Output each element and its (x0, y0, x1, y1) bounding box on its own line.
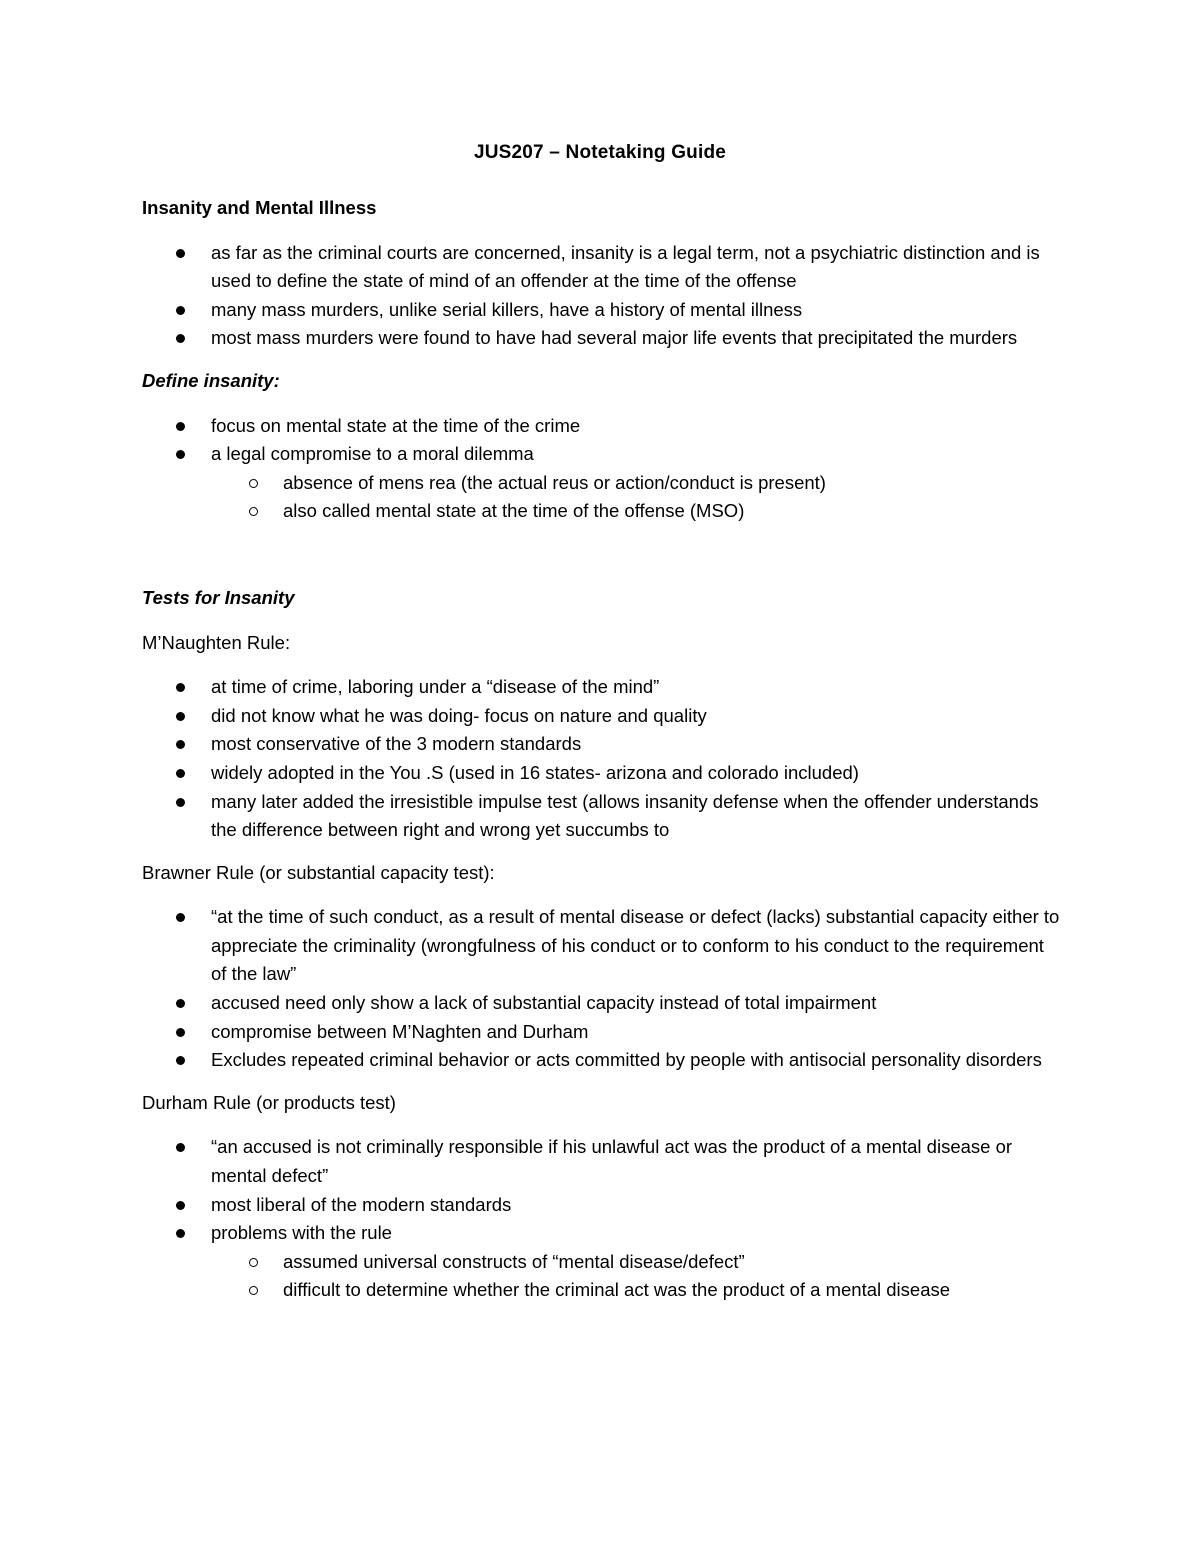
define-insanity-list (142, 412, 1062, 526)
list-item: as far as the criminal courts are concerned, insanity is a legal term, not a psychiatric distinction and is used to define the state of mind of an offender at the time of the offense (142, 239, 1062, 296)
list-item: did not know what he was doing- focus on nature and quality (142, 702, 1062, 731)
list-item: a legal compromise to a moral dilemma absence of mens rea (the actual reus or action/conduct is present) also called mental state at the time of the offense (MSO) (142, 440, 1062, 526)
list-item: problems with the rule assumed universal constructs of “mental disease/defect” difficult to determine whether the criminal act was the product of a mental disease (142, 1219, 1062, 1305)
list-item: at time of crime, laboring under a “disease of the mind” (142, 673, 1062, 702)
bullet-icon (176, 422, 185, 431)
list-item: compromise between M’Naghten and Durham (142, 1018, 1062, 1047)
sublist-item: absence of mens rea (the actual reus or action/conduct is present) (142, 469, 1062, 498)
bullet-icon (176, 334, 185, 343)
mnaughten-list (142, 673, 1062, 845)
list-item: focus on mental state at the time of the crime (142, 412, 1062, 441)
list-item: many mass murders, unlike serial killers, have a history of mental illness (142, 296, 1062, 325)
list-item: most mass murders were found to have had several major life events that precipitated the murders (142, 324, 1062, 353)
bullet-icon (176, 740, 185, 749)
list-item: most conservative of the 3 modern standards (142, 730, 1062, 759)
insanity-mental-illness-list (142, 239, 1062, 353)
sublist-item: also called mental state at the time of the offense (MSO) (142, 497, 1062, 526)
list-item: widely adopted in the You .S (used in 16 states- arizona and colorado included) (142, 759, 1062, 788)
bullet-icon (176, 1056, 185, 1065)
document-title: JUS207 – Notetaking Guide (473, 142, 727, 163)
bullet-icon (176, 798, 185, 807)
section-heading-tests-for-insanity: Tests for Insanity (142, 586, 295, 608)
bullet-icon (176, 1028, 185, 1037)
circle-bullet-icon (249, 479, 258, 488)
durham-list (142, 1133, 1062, 1305)
document-body (142, 194, 1062, 1319)
list-item: Excludes repeated criminal behavior or acts committed by people with antisocial personality disorders (142, 1046, 1062, 1075)
bullet-icon (176, 249, 185, 258)
list-item: accused need only show a lack of substantial capacity instead of total impairment (142, 989, 1062, 1018)
subheading-brawner-rule: Brawner Rule (or substantial capacity test): (142, 861, 495, 883)
bullet-icon (176, 999, 185, 1008)
subheading-mnaughten-rule: M’Naughten Rule: (142, 631, 291, 653)
list-item: “at the time of such conduct, as a result of mental disease or defect (lacks) substantial capacity either to appreciate the criminality (wrongfulness of his conduct or to conform to his conduct to the requirement of the law” (142, 903, 1062, 989)
bullet-icon (176, 712, 185, 721)
bullet-icon (176, 306, 185, 315)
list-item: “an accused is not criminally responsible if his unlawful act was the product of a mental disease or mental defect” (142, 1133, 1062, 1190)
define-insanity-sublist (211, 469, 1062, 526)
brawner-list (142, 903, 1062, 1075)
bullet-icon (176, 450, 185, 459)
durham-sublist (211, 1248, 1062, 1305)
section-heading-insanity-mental-illness: Insanity and Mental Illness (142, 197, 377, 218)
list-item: most liberal of the modern standards (142, 1191, 1062, 1220)
section-heading-define-insanity: Define insanity: (142, 369, 280, 391)
circle-bullet-icon (249, 507, 258, 516)
sublist-item: difficult to determine whether the criminal act was the product of a mental disease (142, 1276, 1062, 1305)
list-item: many later added the irresistible impulse test (allows insanity defense when the offender understands the difference between right and wrong yet succumbs to (142, 788, 1062, 845)
circle-bullet-icon (249, 1258, 258, 1267)
circle-bullet-icon (249, 1286, 258, 1295)
bullet-icon (176, 1229, 185, 1238)
bullet-icon (176, 1143, 185, 1152)
sublist-item: assumed universal constructs of “mental disease/defect” (142, 1248, 1062, 1277)
bullet-icon (176, 683, 185, 692)
bullet-icon (176, 913, 185, 922)
bullet-icon (176, 769, 185, 778)
bullet-icon (176, 1201, 185, 1210)
subheading-durham-rule: Durham Rule (or products test) (142, 1091, 396, 1113)
